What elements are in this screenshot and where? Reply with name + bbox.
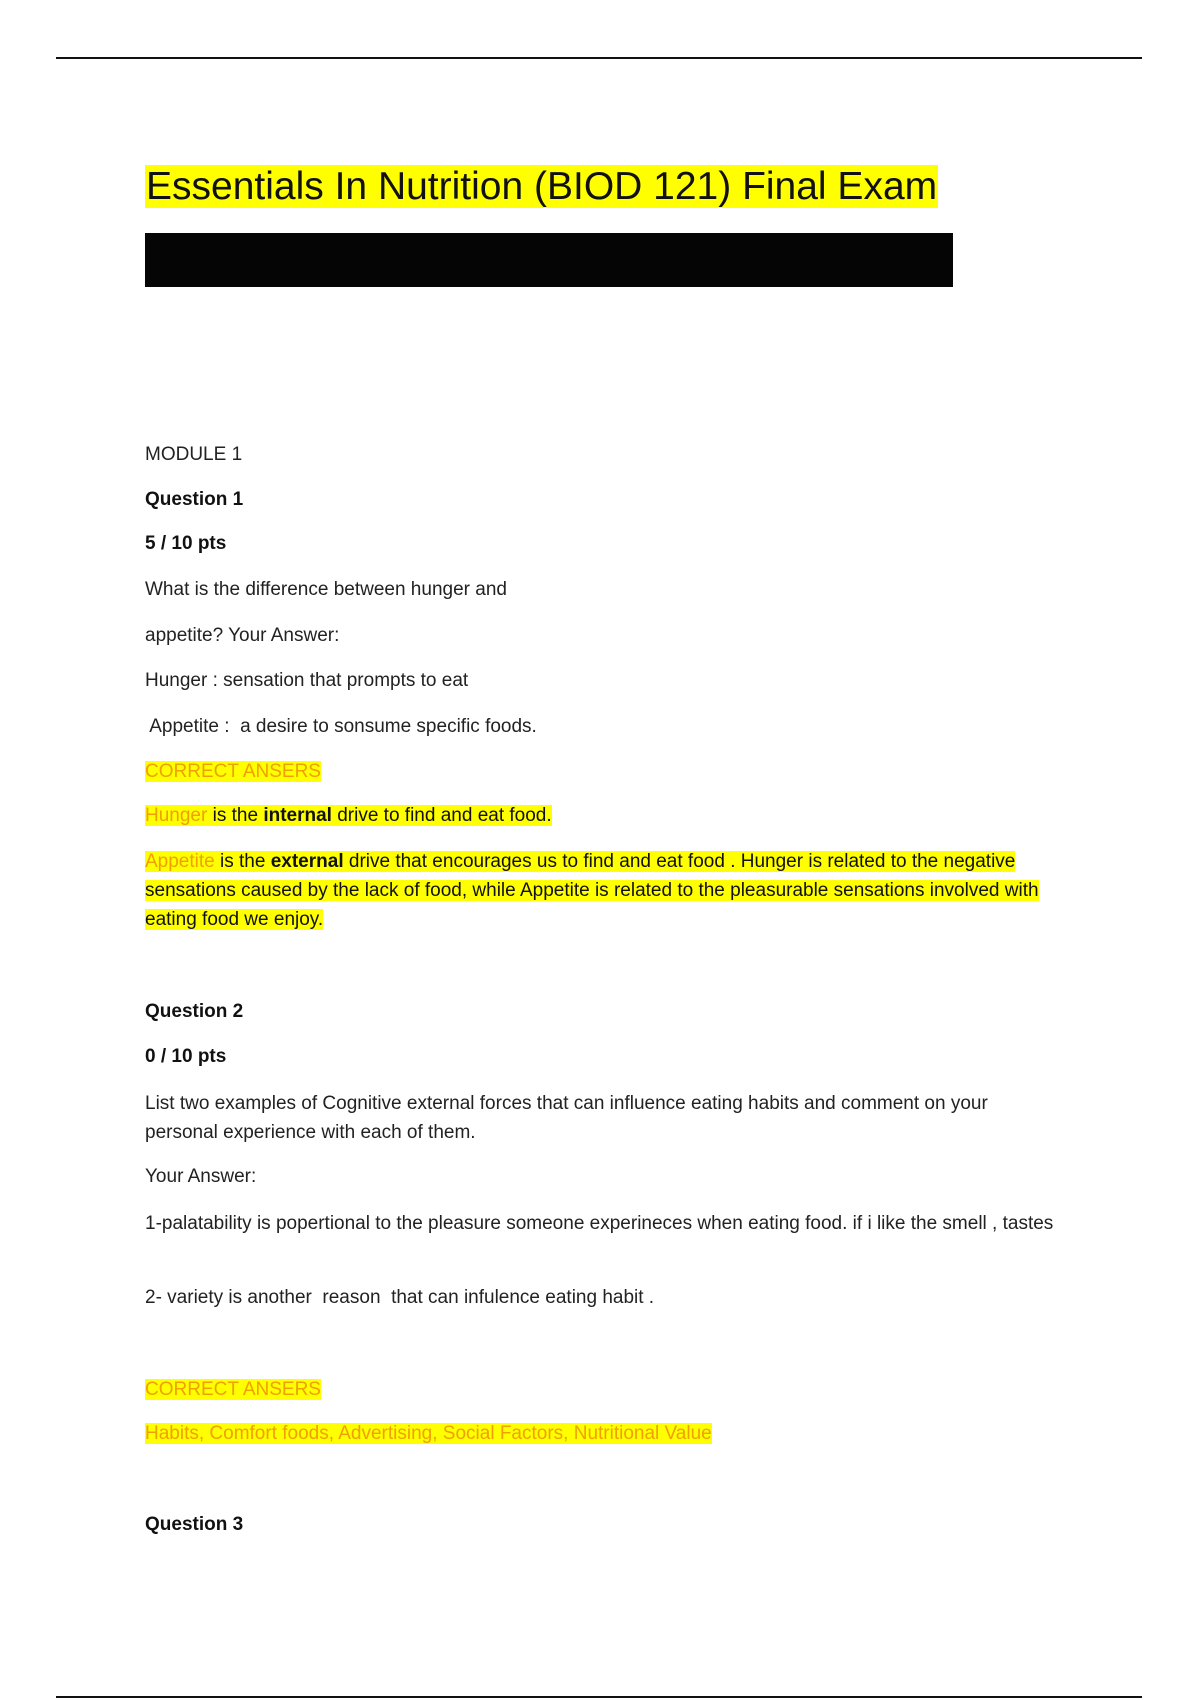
hunger-text-post: drive to find and eat food. (331, 805, 552, 826)
question-1-prompt-line1: What is the difference between hunger and (145, 579, 507, 600)
bottom-rule (56, 1696, 1142, 1698)
document-title-text: Essentials In Nutrition (BIOD 121) Final Exam (146, 165, 938, 208)
module-label: MODULE 1 (145, 444, 243, 465)
question-1-answer-line1: Hunger : sensation that prompts to eat (145, 670, 469, 691)
question-2-answer-2: 2- variety is another reason that can infulence eating habit . (145, 1287, 655, 1308)
internal-bold: internal (263, 805, 332, 826)
question-3-heading: Question 3 (145, 1514, 244, 1535)
hunger-term: Hunger (145, 805, 208, 826)
correct-answers-label-2: CORRECT ANSERS (145, 1379, 321, 1400)
question-2-your-answer-label: Your Answer: (145, 1166, 257, 1187)
top-rule (56, 57, 1142, 59)
question-2-answer-1: 1-palatability is popertional to the pleasure someone experineces when eating food. if i like the smell , tastes (145, 1213, 1054, 1234)
correct-answers-list: Habits, Comfort foods, Advertising, Social Factors, Nutritional Value (145, 1423, 712, 1444)
question-1-correct-label (145, 757, 321, 787)
external-bold: external (270, 851, 344, 872)
question-2-points: 0 / 10 pts (145, 1046, 227, 1067)
question-1-heading: Question 1 (145, 489, 244, 510)
redaction-bar (145, 233, 953, 287)
hunger-text-pre: is the (207, 805, 264, 826)
appetite-text-pre: is the (214, 851, 271, 872)
question-1-prompt-line2: appetite? Your Answer: (145, 625, 340, 646)
question-2-correct-answers (145, 1419, 712, 1449)
question-2-prompt: List two examples of Cognitive external forces that can influence eating habits and comment on your personal experience with each of them. (145, 1093, 988, 1143)
document-title (145, 160, 938, 214)
question-2-heading: Question 2 (145, 1001, 244, 1022)
question-1-answer-line2: Appetite : a desire to sonsume specific foods. (145, 716, 537, 737)
question-1-points: 5 / 10 pts (145, 533, 227, 554)
question-2-correct-label (145, 1375, 321, 1405)
appetite-term: Appetite (145, 851, 215, 872)
question-1-correct-appetite (145, 847, 1085, 934)
question-1-correct-hunger (145, 801, 552, 831)
correct-answers-label: CORRECT ANSERS (145, 761, 321, 782)
appetite-text-post: drive that encourages us to find and eat food . Hunger is related to the negative sensations caused by the lack of food, while Appetite is related to the pleasurable sensations involved with eating food we enjoy. (145, 851, 1039, 930)
